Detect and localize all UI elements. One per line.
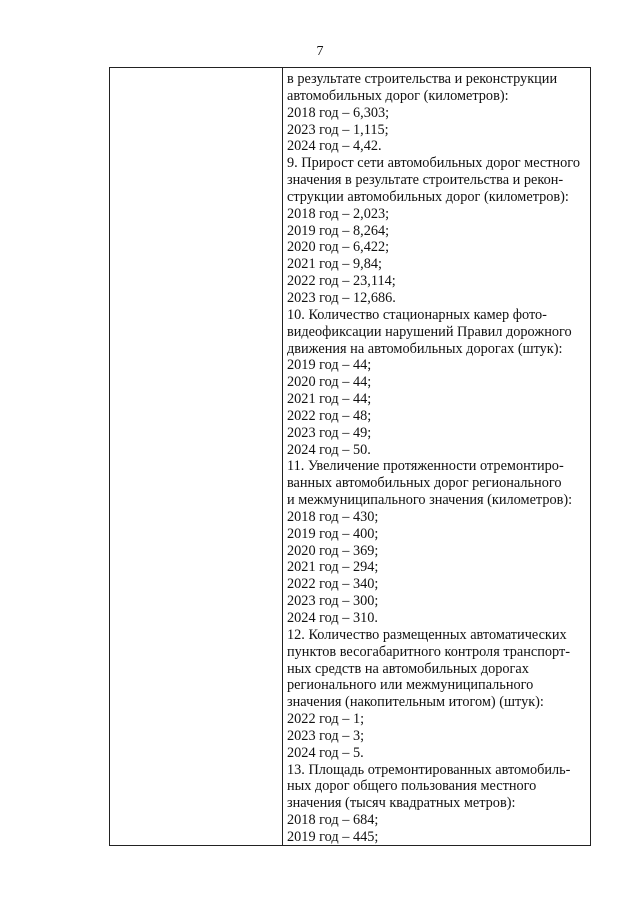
text-line: значения в результате строительства и рекон- (287, 172, 564, 189)
text-line: 2022 год – 340; (287, 576, 379, 593)
text-line: и межмуниципального значения (километров): (287, 492, 573, 509)
text-line: 2022 год – 1; (287, 711, 365, 728)
page-number: 7 (316, 44, 324, 59)
table-left-cell (110, 68, 283, 845)
indicator-text-lines (287, 71, 587, 845)
text-line: 2022 год – 48; (287, 407, 372, 424)
text-line: движения на автомобильных дорогах (штук): (287, 340, 563, 357)
table-right-cell (284, 68, 590, 845)
text-line: 2020 год – 44; (287, 374, 372, 391)
text-line: 2018 год – 6,303; (287, 104, 390, 121)
text-line: 2018 год – 2,023; (287, 205, 390, 222)
text-line: 2023 год – 1,115; (287, 121, 389, 138)
text-line: 2018 год – 684; (287, 812, 379, 829)
text-line: значения (тысяч квадратных метров): (287, 795, 516, 812)
text-line: 2024 год – 5. (287, 744, 364, 761)
text-line: 2018 год – 430; (287, 508, 379, 525)
text-line: в результате строительства и реконструкции (287, 71, 558, 87)
text-line: струкции автомобильных дорог (километров): (287, 188, 569, 205)
text-line: 2020 год – 369; (287, 542, 379, 559)
text-line: 2023 год – 49; (287, 424, 372, 441)
text-line: 2019 год – 400; (287, 525, 379, 542)
text-line: 2021 год – 294; (287, 559, 379, 576)
document-table (109, 67, 591, 846)
text-line: 2021 год – 44; (287, 391, 372, 408)
text-line: пунктов весогабаритного контроля транспорт- (287, 643, 571, 660)
text-line: 10. Количество стационарных камер фото- (287, 306, 547, 323)
text-line: 12. Количество размещенных автоматических (287, 626, 567, 643)
text-line: 2022 год – 23,114; (287, 273, 396, 290)
text-line: 2024 год – 50. (287, 441, 371, 458)
text-line: 2023 год – 12,686. (287, 289, 396, 306)
text-line: 9. Прирост сети автомобильных дорог местного (287, 155, 580, 172)
text-line: ных средств на автомобильных дорогах (287, 660, 529, 677)
text-line: ных дорог общего пользования местного (287, 778, 537, 795)
text-line: 13. Площадь отремонтированных автомобиль- (287, 761, 571, 778)
text-line: видеофиксации нарушений Правил дорожного (287, 323, 572, 340)
text-line: 2023 год – 3; (287, 727, 365, 744)
text-line: 2019 год – 8,264; (287, 222, 390, 239)
text-line: 2019 год – 445; (287, 828, 379, 845)
text-line: 2021 год – 9,84; (287, 256, 382, 273)
text-line: значения (накопительным итогом) (штук): (287, 694, 544, 711)
text-line: регионального или межмуниципального (287, 677, 534, 694)
text-line: 2019 год – 44; (287, 357, 372, 374)
text-line: 2024 год – 310. (287, 610, 379, 626)
text-line: 2020 год – 6,422; (287, 239, 390, 256)
text-line: 11. Увеличение протяженности отремонтиро- (287, 458, 564, 475)
text-line: 2024 год – 4,42. (287, 138, 382, 155)
text-line: ванных автомобильных дорог регионального (287, 475, 562, 492)
text-line: 2023 год – 300; (287, 593, 379, 610)
text-line: автомобильных дорог (километров): (287, 87, 509, 104)
